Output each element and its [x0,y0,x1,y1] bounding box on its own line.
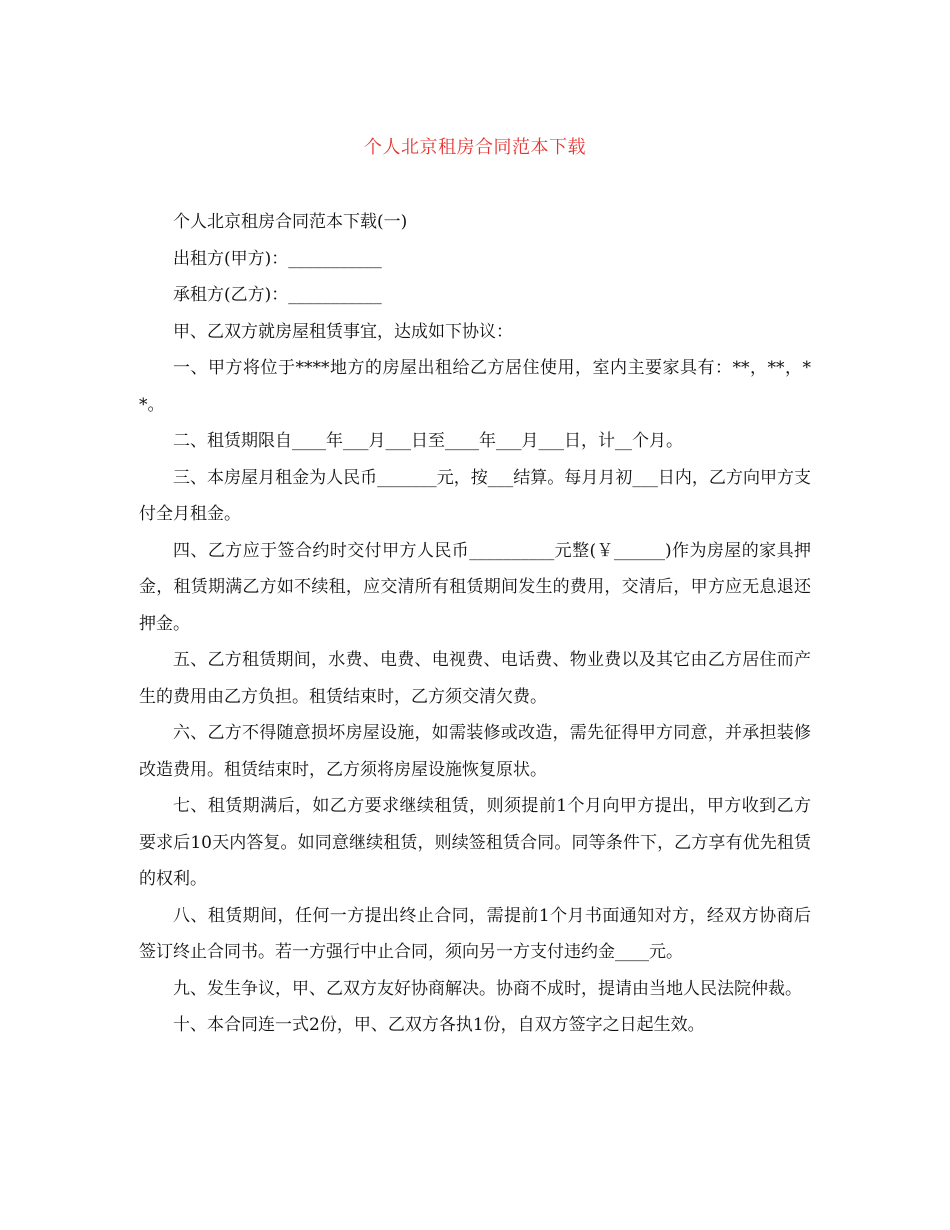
clause-7: 七、租赁期满后，如乙方要求继续租赁，则须提前1个月向甲方提出，甲方收到乙方要求后10天内答复。如同意继续租赁，则续签租赁合同。同等条件下，乙方享有优先租赁的权利。 [139,796,811,889]
lessee-line: 承租方(乙方)：___________ [173,285,382,305]
clause-8: 八、租赁期间，任何一方提出终止合同，需提前1个月书面通知对方，经双方协商后签订终止合同书。若一方强行中止合同，须向另一方支付违约金____元。 [139,905,811,962]
lessor-line: 出租方(甲方)：___________ [173,248,382,269]
clause-5: 五、乙方租赁期间，水费、电费、电视费、电话费、物业费以及其它由乙方居住而产生的费用由乙方负担。租赁结束时，乙方须交清欠费。 [139,650,811,707]
clause-4: 四、乙方应于签合约时交付甲方人民币__________元整(￥______)作为房屋的家具押金，租赁期满乙方如不续租，应交清所有租赁期间发生的费用，交清后，甲方应无息退还押金。 [139,540,811,634]
clause-1: 一、甲方将位于****地方的房屋出租给乙方居住使用，室内主要家具有：**，**，**。 [139,358,811,415]
subtitle-line: 个人北京租房合同范本下载(一) [173,212,408,232]
document-body [139,204,811,1044]
clause-3: 三、本房屋月租金为人民币_______元，按___结算。每月月初___日内，乙方向甲方支付全月租金。 [139,467,811,524]
clause-10: 十、本合同连一式2份，甲、乙双方各执1份，自双方签字之日起生效。 [173,1015,705,1035]
agreement-intro: 甲、乙双方就房屋租赁事宜，达成如下协议： [173,321,513,342]
document-title: 个人北京租房合同范本下载 [364,137,586,158]
clause-6: 六、乙方不得随意损坏房屋设施，如需装修或改造，需先征得甲方同意，并承担装修改造费用。租赁结束时，乙方须将房屋设施恢复原状。 [139,723,811,780]
clause-2: 二、租赁期限自____年___月___日至____年___月___日，计__个月。 [173,431,683,451]
clause-9: 九、发生争议，甲、乙双方友好协商解决。协商不成时，提请由当地人民法院仲裁。 [173,978,802,999]
